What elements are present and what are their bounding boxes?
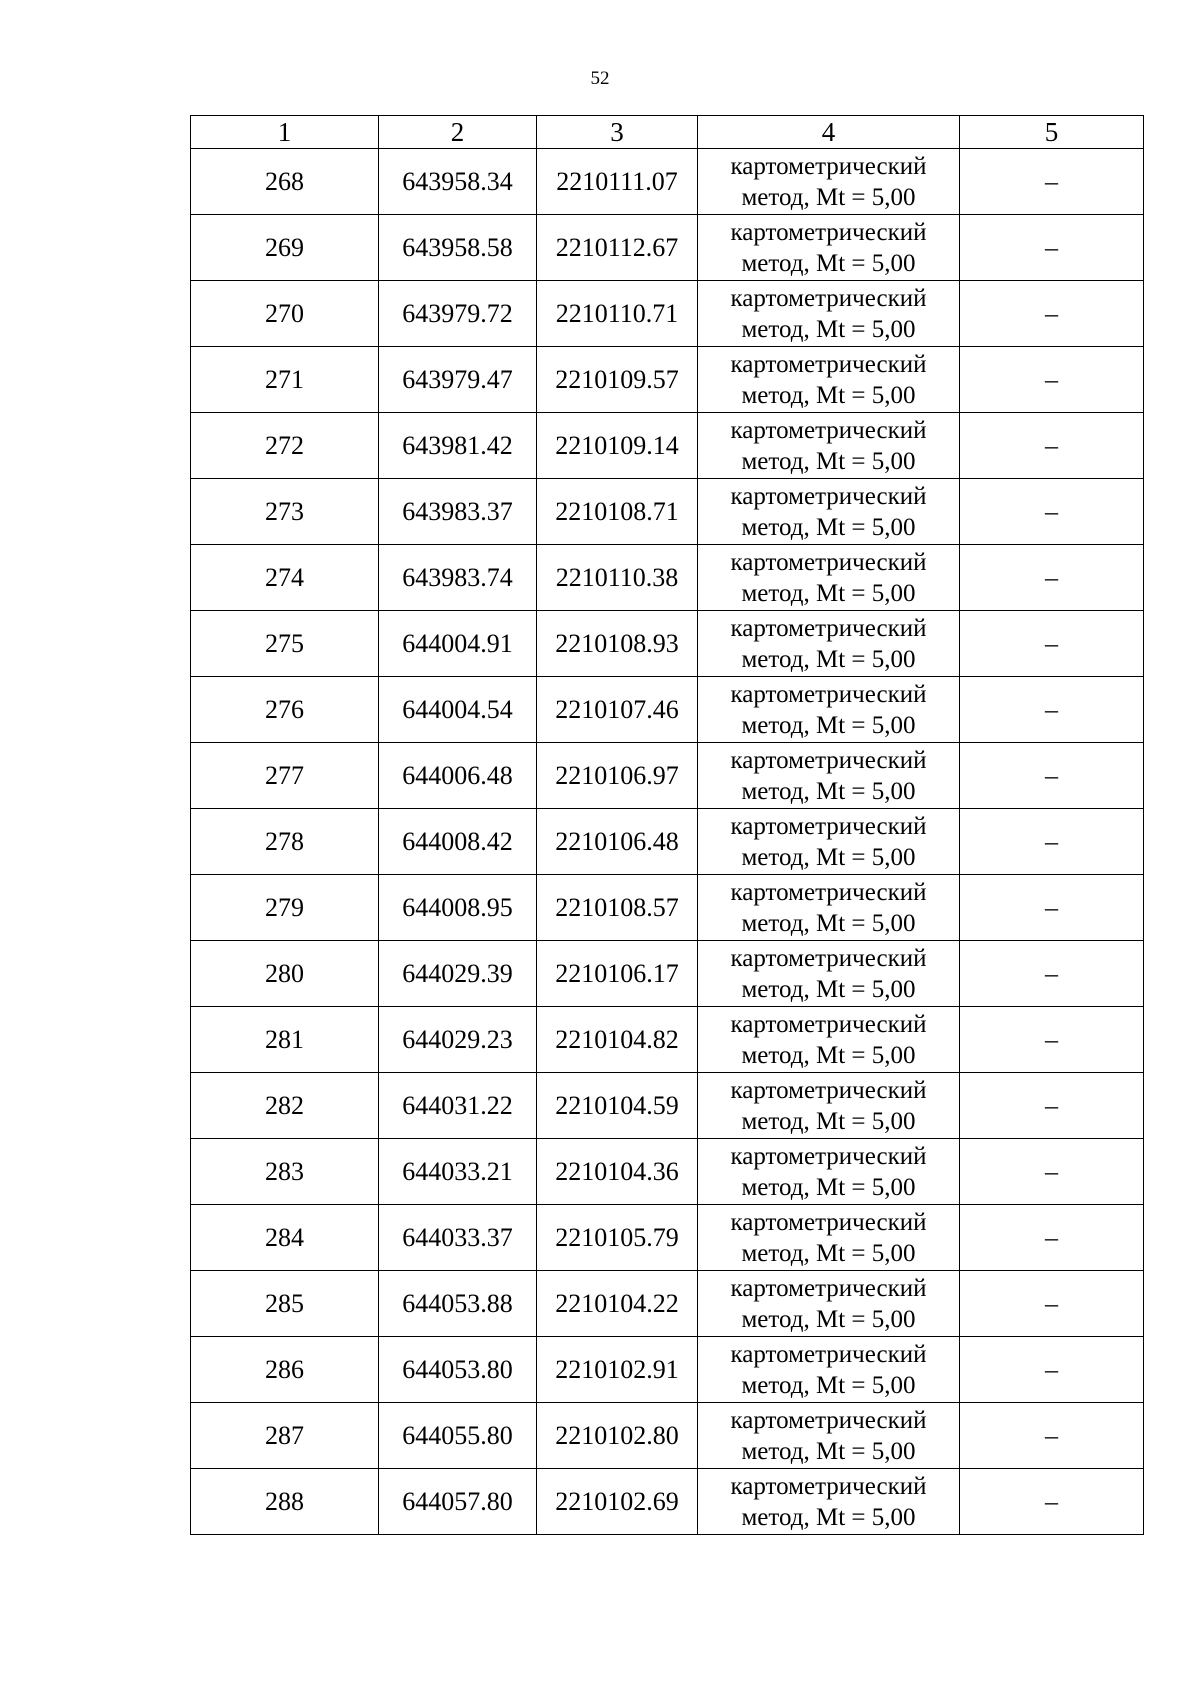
method-line-1: картометрический	[730, 548, 927, 576]
method-line-1: картометрический	[730, 1406, 927, 1434]
method-line-1: картометрический	[730, 1208, 927, 1236]
method-line-2: метод, Mt = 5,00	[741, 315, 916, 343]
x-coordinate-cell: 644033.21	[379, 1139, 537, 1205]
description-cell: –	[960, 809, 1144, 875]
description-cell: –	[960, 611, 1144, 677]
x-coordinate-cell: 644053.88	[379, 1271, 537, 1337]
y-coordinate-cell: 2210106.97	[537, 743, 698, 809]
method-line-2: метод, Mt = 5,00	[741, 513, 916, 541]
y-coordinate-cell: 2210110.38	[537, 545, 698, 611]
x-coordinate-cell: 643958.34	[379, 149, 537, 215]
description-cell: –	[960, 677, 1144, 743]
method-line-1: картометрический	[730, 1142, 927, 1170]
description-cell: –	[960, 413, 1144, 479]
table-row	[191, 743, 1144, 809]
method-cell	[698, 545, 960, 611]
x-coordinate-cell: 643979.72	[379, 281, 537, 347]
method-cell	[698, 1073, 960, 1139]
y-coordinate-cell: 2210104.59	[537, 1073, 698, 1139]
method-line-2: метод, Mt = 5,00	[741, 1239, 916, 1267]
description-cell: –	[960, 1139, 1144, 1205]
method-line-2: метод, Mt = 5,00	[741, 975, 916, 1003]
coordinates-table	[190, 115, 1144, 1535]
point-number-cell: 268	[191, 149, 379, 215]
point-number-cell: 272	[191, 413, 379, 479]
method-line-1: картометрический	[730, 152, 927, 180]
method-line-1: картометрический	[730, 680, 927, 708]
x-coordinate-cell: 644033.37	[379, 1205, 537, 1271]
x-coordinate-cell: 644008.42	[379, 809, 537, 875]
method-cell	[698, 1337, 960, 1403]
method-line-1: картометрический	[730, 1472, 927, 1500]
y-coordinate-cell: 2210108.57	[537, 875, 698, 941]
y-coordinate-cell: 2210102.91	[537, 1337, 698, 1403]
description-cell: –	[960, 479, 1144, 545]
method-line-2: метод, Mt = 5,00	[741, 1305, 916, 1333]
table-row	[191, 281, 1144, 347]
method-cell	[698, 1205, 960, 1271]
description-cell: –	[960, 1073, 1144, 1139]
point-number-cell: 285	[191, 1271, 379, 1337]
x-coordinate-cell: 643979.47	[379, 347, 537, 413]
table-body	[191, 149, 1144, 1535]
method-cell	[698, 149, 960, 215]
header-col-3: 3	[537, 116, 698, 149]
method-line-2: метод, Mt = 5,00	[741, 381, 916, 409]
table-row	[191, 1205, 1144, 1271]
y-coordinate-cell: 2210104.22	[537, 1271, 698, 1337]
method-line-1: картометрический	[730, 482, 927, 510]
method-line-2: метод, Mt = 5,00	[741, 249, 916, 277]
point-number-cell: 275	[191, 611, 379, 677]
table-row	[191, 149, 1144, 215]
table-row	[191, 1337, 1144, 1403]
table-row	[191, 215, 1144, 281]
method-line-1: картометрический	[730, 1274, 927, 1302]
table-row	[191, 1271, 1144, 1337]
description-cell: –	[960, 281, 1144, 347]
point-number-cell: 287	[191, 1403, 379, 1469]
point-number-cell: 276	[191, 677, 379, 743]
description-cell: –	[960, 743, 1144, 809]
point-number-cell: 273	[191, 479, 379, 545]
y-coordinate-cell: 2210109.57	[537, 347, 698, 413]
table-header	[191, 116, 1144, 149]
method-cell	[698, 479, 960, 545]
header-col-4: 4	[698, 116, 960, 149]
method-line-1: картометрический	[730, 284, 927, 312]
method-cell	[698, 1271, 960, 1337]
y-coordinate-cell: 2210109.14	[537, 413, 698, 479]
method-line-2: метод, Mt = 5,00	[741, 711, 916, 739]
method-line-2: метод, Mt = 5,00	[741, 1437, 916, 1465]
x-coordinate-cell: 644055.80	[379, 1403, 537, 1469]
table-row	[191, 941, 1144, 1007]
x-coordinate-cell: 643983.37	[379, 479, 537, 545]
method-line-2: метод, Mt = 5,00	[741, 447, 916, 475]
description-cell: –	[960, 875, 1144, 941]
y-coordinate-cell: 2210106.17	[537, 941, 698, 1007]
point-number-cell: 270	[191, 281, 379, 347]
method-cell	[698, 941, 960, 1007]
method-cell	[698, 1469, 960, 1535]
table-row	[191, 809, 1144, 875]
x-coordinate-cell: 644057.80	[379, 1469, 537, 1535]
x-coordinate-cell: 644004.54	[379, 677, 537, 743]
method-cell	[698, 677, 960, 743]
y-coordinate-cell: 2210104.82	[537, 1007, 698, 1073]
point-number-cell: 278	[191, 809, 379, 875]
description-cell: –	[960, 1271, 1144, 1337]
method-cell	[698, 413, 960, 479]
method-line-1: картометрический	[730, 218, 927, 246]
method-line-2: метод, Mt = 5,00	[741, 1371, 916, 1399]
method-line-1: картометрический	[730, 1340, 927, 1368]
y-coordinate-cell: 2210111.07	[537, 149, 698, 215]
method-cell	[698, 809, 960, 875]
y-coordinate-cell: 2210110.71	[537, 281, 698, 347]
y-coordinate-cell: 2210108.93	[537, 611, 698, 677]
x-coordinate-cell: 644004.91	[379, 611, 537, 677]
point-number-cell: 281	[191, 1007, 379, 1073]
method-cell	[698, 1403, 960, 1469]
method-line-2: метод, Mt = 5,00	[741, 645, 916, 673]
method-line-2: метод, Mt = 5,00	[741, 183, 916, 211]
y-coordinate-cell: 2210108.71	[537, 479, 698, 545]
method-cell	[698, 743, 960, 809]
method-line-1: картометрический	[730, 416, 927, 444]
point-number-cell: 274	[191, 545, 379, 611]
table-row	[191, 479, 1144, 545]
description-cell: –	[960, 1403, 1144, 1469]
table-row	[191, 1139, 1144, 1205]
method-line-2: метод, Mt = 5,00	[741, 1107, 916, 1135]
point-number-cell: 277	[191, 743, 379, 809]
description-cell: –	[960, 545, 1144, 611]
description-cell: –	[960, 1007, 1144, 1073]
table-row	[191, 413, 1144, 479]
x-coordinate-cell: 644008.95	[379, 875, 537, 941]
method-cell	[698, 215, 960, 281]
method-cell	[698, 611, 960, 677]
method-line-1: картометрический	[730, 944, 927, 972]
y-coordinate-cell: 2210112.67	[537, 215, 698, 281]
x-coordinate-cell: 644031.22	[379, 1073, 537, 1139]
method-cell	[698, 875, 960, 941]
point-number-cell: 271	[191, 347, 379, 413]
x-coordinate-cell: 643981.42	[379, 413, 537, 479]
description-cell: –	[960, 215, 1144, 281]
table-row	[191, 875, 1144, 941]
header-col-2: 2	[379, 116, 537, 149]
table-row	[191, 677, 1144, 743]
header-col-1: 1	[191, 116, 379, 149]
table-row	[191, 347, 1144, 413]
method-line-1: картометрический	[730, 1010, 927, 1038]
point-number-cell: 283	[191, 1139, 379, 1205]
x-coordinate-cell: 644006.48	[379, 743, 537, 809]
table-row	[191, 1073, 1144, 1139]
x-coordinate-cell: 643983.74	[379, 545, 537, 611]
x-coordinate-cell: 644029.39	[379, 941, 537, 1007]
table-row	[191, 1403, 1144, 1469]
y-coordinate-cell: 2210102.80	[537, 1403, 698, 1469]
point-number-cell: 279	[191, 875, 379, 941]
method-line-2: метод, Mt = 5,00	[741, 777, 916, 805]
point-number-cell: 269	[191, 215, 379, 281]
description-cell: –	[960, 1337, 1144, 1403]
method-line-1: картометрический	[730, 1076, 927, 1104]
x-coordinate-cell: 643958.58	[379, 215, 537, 281]
method-cell	[698, 281, 960, 347]
method-line-2: метод, Mt = 5,00	[741, 843, 916, 871]
method-line-2: метод, Mt = 5,00	[741, 1503, 916, 1531]
method-line-1: картометрический	[730, 812, 927, 840]
description-cell: –	[960, 149, 1144, 215]
point-number-cell: 284	[191, 1205, 379, 1271]
table-row	[191, 1469, 1144, 1535]
point-number-cell: 282	[191, 1073, 379, 1139]
method-cell	[698, 347, 960, 413]
description-cell: –	[960, 347, 1144, 413]
y-coordinate-cell: 2210106.48	[537, 809, 698, 875]
x-coordinate-cell: 644053.80	[379, 1337, 537, 1403]
method-cell	[698, 1139, 960, 1205]
page-number: 52	[590, 68, 610, 89]
header-col-5: 5	[960, 116, 1144, 149]
description-cell: –	[960, 941, 1144, 1007]
table-row	[191, 611, 1144, 677]
method-line-1: картометрический	[730, 350, 927, 378]
y-coordinate-cell: 2210102.69	[537, 1469, 698, 1535]
method-line-2: метод, Mt = 5,00	[741, 1173, 916, 1201]
method-line-1: картометрический	[730, 614, 927, 642]
header-row	[191, 116, 1144, 149]
point-number-cell: 288	[191, 1469, 379, 1535]
description-cell: –	[960, 1205, 1144, 1271]
table-row	[191, 545, 1144, 611]
method-line-1: картометрический	[730, 746, 927, 774]
method-cell	[698, 1007, 960, 1073]
point-number-cell: 286	[191, 1337, 379, 1403]
y-coordinate-cell: 2210105.79	[537, 1205, 698, 1271]
method-line-2: метод, Mt = 5,00	[741, 1041, 916, 1069]
method-line-1: картометрический	[730, 878, 927, 906]
method-line-2: метод, Mt = 5,00	[741, 579, 916, 607]
description-cell: –	[960, 1469, 1144, 1535]
y-coordinate-cell: 2210107.46	[537, 677, 698, 743]
point-number-cell: 280	[191, 941, 379, 1007]
method-line-2: метод, Mt = 5,00	[741, 909, 916, 937]
x-coordinate-cell: 644029.23	[379, 1007, 537, 1073]
y-coordinate-cell: 2210104.36	[537, 1139, 698, 1205]
table-row	[191, 1007, 1144, 1073]
